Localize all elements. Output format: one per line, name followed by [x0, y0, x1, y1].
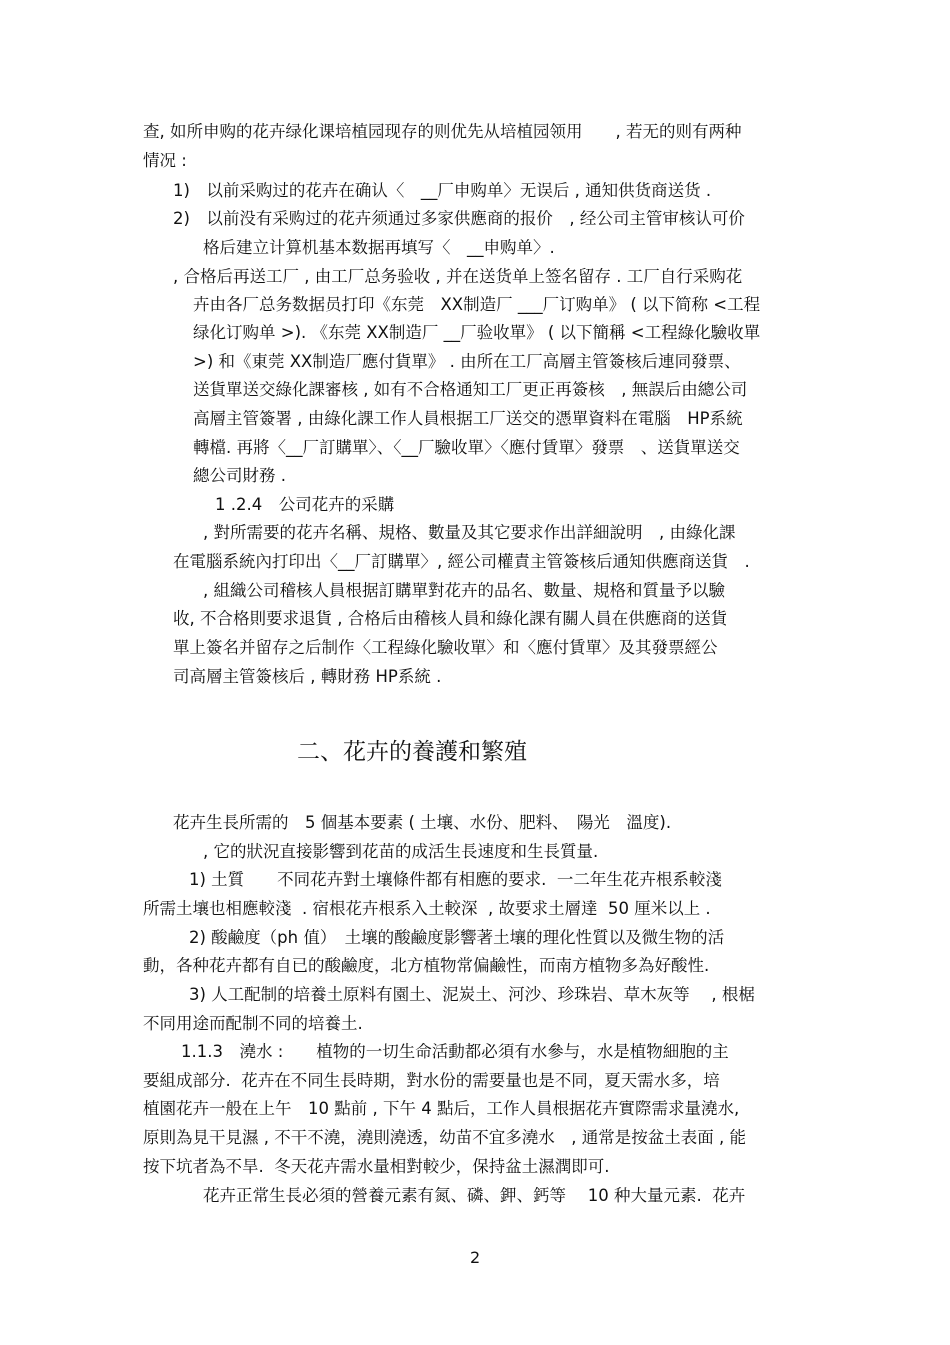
text-line: 按下坑者為不旱. 冬天花卉需水量相對較少，保持盆土濕潤即可. — [143, 1157, 610, 1176]
text-line: 1) 土質 不同花卉對土壤條件都有相應的要求. 一二年生花卉根系較淺 — [189, 870, 722, 889]
text-line: 轉檔. 再將〈__厂訂購單〉、〈__厂驗收單〉〈應付賃單〉發票 、送貨單送交 — [193, 438, 740, 457]
text-line: 卉由各厂总务数据员打印《东莞 XX制造厂 ___厂订购单》 ( 以下简称 <工程 — [193, 295, 761, 314]
text-line: 動，各种花卉都有自已的酸鹼度，北方植物常偏鹼性，而南方植物多為好酸性. — [143, 956, 710, 975]
text-line: 收, 不合格則要求退貨 , 合格后由稽核人員和綠化課有關人員在供應商的送貨 — [173, 609, 728, 628]
text-line: 植園花卉一般在上午 10 點前 , 下午 4 點后，工作人員根据花卉實際需求量澆水, — [143, 1099, 740, 1118]
section-heading: 二、花卉的養護和繁殖 — [297, 739, 527, 765]
text-line: 绿化订购单 >). 《东莞 XX制造厂 __厂验收單》 ( 以下簡稱 <工程綠化驗收單 — [193, 323, 761, 342]
text-line: 原則為見干見濕 , 不干不澆，澆則澆透，幼苗不宜多澆水 , 通常是按盆土表面 , 能 — [143, 1128, 746, 1147]
text-line: , 組織公司稽核人員根据訂購單對花卉的品名、數量、規格和質量予以驗 — [203, 581, 725, 600]
text-line: 司高層主管簽核后 , 轉財務 HP系統 . — [173, 667, 442, 686]
section-subheading: 1 .2.4 公司花卉的采購 — [215, 495, 395, 514]
text-line: 在電腦系統內打印出〈__厂訂購單〉, 經公司權責主管簽核后通知供應商送貨 . — [173, 552, 750, 571]
text-line: , 它的狀況直接影響到花苗的成活生長速度和生長質量. — [203, 842, 599, 861]
text-line: 所需土壤也相應較淺 . 宿根花卉根系入土較深 , 故要求土層達 50 厘米以上 . — [143, 899, 711, 918]
list-item: 1) 以前采购过的花卉在确认〈 __厂申购单〉无误后 , 通知供货商送货 . — [173, 181, 712, 200]
text-line: 3) 人工配制的培養土原料有園土、泥炭土、河沙、珍珠岩、草木灰等 , 根椐 — [189, 985, 755, 1004]
text-line: , 合格后再送工厂 , 由工厂总务验收 , 并在送货单上签名留存 . 工厂自行采购花 — [173, 267, 743, 286]
text-line: 情况 : — [143, 151, 187, 170]
section-subheading: 1.1.3 澆水 : 植物的一切生命活動都必須有水參与，水是植物細胞的主 — [181, 1042, 729, 1061]
text-line: 總公司財務 . — [193, 466, 286, 485]
text-line: 花卉正常生長必須的營養元素有氮、磷、鉀、鈣等 10 种大量元素. 花卉 — [203, 1186, 746, 1205]
text-line: 高層主管簽署 , 由綠化課工作人員根据工厂送交的憑單資料在電腦 HP系統 — [193, 409, 743, 428]
text-line: 不同用途而配制不同的培養土. — [143, 1014, 363, 1033]
text-line: 2) 酸鹼度（ph 值） 土壤的酸鹼度影響著土壤的理化性質以及微生物的活 — [189, 928, 725, 947]
text-line: 送貨單送交綠化課審核 , 如有不合格通知工厂更正再簽核 , 無誤后由總公司 — [193, 380, 748, 399]
text-line: 格后建立计算机基本数据再填写〈 __申购单〉. — [203, 238, 555, 257]
list-item: 2) 以前没有采购过的花卉须通过多家供應商的报价 , 经公司主管审核认可价 — [173, 209, 745, 228]
text-line: , 對所需要的花卉名稱、規格、數量及其它要求作出詳細說明 , 由綠化課 — [203, 523, 736, 542]
page-number: 2 — [470, 1248, 481, 1267]
text-line: 查, 如所申购的花卉绿化课培植园现存的则优先从培植园领用 , 若无的则有两种 — [143, 122, 742, 141]
text-line: 要組成部分. 花卉在不同生長時期，對水份的需要量也是不同，夏天需水多，培 — [143, 1071, 720, 1090]
text-line: 單上簽名并留存之后制作〈工程綠化驗收單〉和〈應付賃單〉及其發票經公 — [173, 638, 718, 657]
text-line: >) 和《東莞 XX制造厂應付貨單》 . 由所在工厂高層主管簽核后連同發票、 — [193, 352, 741, 371]
text-line: 花卉生長所需的 5 個基本要素 ( 土壤、水份、肥料、 陽光 溫度). — [173, 813, 672, 832]
